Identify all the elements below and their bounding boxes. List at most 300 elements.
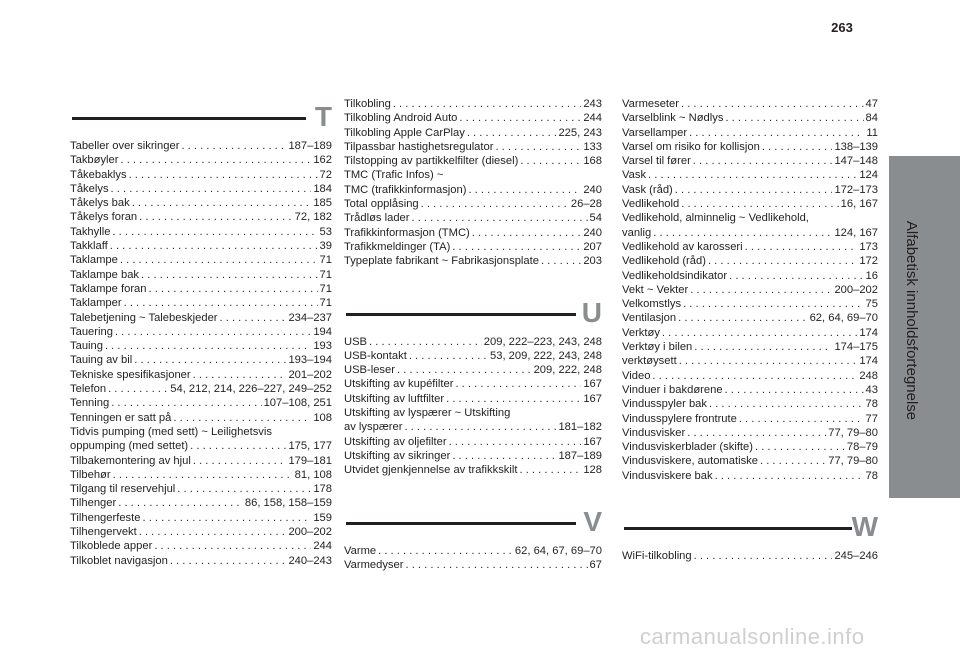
section-header bbox=[344, 504, 602, 540]
section-letter: T bbox=[314, 101, 332, 132]
index-entry bbox=[622, 426, 878, 440]
dot-leader bbox=[113, 468, 293, 482]
dot-leader bbox=[108, 382, 168, 396]
index-entry bbox=[70, 525, 332, 539]
section-letter: W bbox=[851, 511, 878, 543]
index-entry bbox=[70, 382, 332, 396]
index-entry-pages: 243 bbox=[583, 98, 602, 110]
index-entry bbox=[622, 412, 878, 426]
index-entry-term: vanlig bbox=[622, 226, 652, 239]
dot-leader bbox=[495, 140, 581, 154]
index-entry-pages: 207 bbox=[583, 240, 602, 253]
index-entry bbox=[344, 435, 602, 449]
dot-leader bbox=[681, 97, 864, 111]
dot-leader bbox=[404, 420, 556, 434]
index-entry-term: Tenningen er satt på bbox=[70, 411, 172, 424]
index-entry bbox=[344, 392, 602, 406]
dot-leader bbox=[132, 196, 312, 210]
index-entry bbox=[70, 311, 332, 325]
section-divider bbox=[624, 527, 852, 530]
dot-leader bbox=[190, 439, 286, 453]
index-entry-term: Tilkobling Android Auto bbox=[344, 112, 458, 125]
index-entry-term: Vindusspyler bak bbox=[622, 398, 707, 411]
index-entry-term: Trafikkinformasjon (TMC) bbox=[344, 226, 470, 239]
index-entry-term: Taklampe bbox=[70, 254, 118, 267]
index-entry-pages: 234–237 bbox=[288, 311, 332, 324]
index-entry-term: Tilstopping av partikkelfilter (diesel) bbox=[344, 155, 519, 168]
index-entry-term: av lyspærer bbox=[344, 421, 403, 434]
dot-leader bbox=[452, 449, 556, 463]
index-entry-pages: 54, 212, 214, 226–227, 249–252 bbox=[170, 383, 332, 396]
index-entry bbox=[622, 168, 878, 182]
dot-leader bbox=[694, 549, 833, 563]
index-entry bbox=[622, 283, 878, 297]
dot-leader bbox=[519, 463, 581, 477]
index-entry bbox=[70, 139, 332, 153]
index-entry bbox=[344, 449, 602, 463]
dot-leader bbox=[121, 153, 312, 167]
index-entry-term: Tilkoblet navigasjon bbox=[70, 554, 168, 567]
index-entry bbox=[70, 411, 332, 425]
index-entry bbox=[622, 454, 878, 468]
index-entry-term: Vindusviskerblader (skifte) bbox=[622, 441, 753, 454]
index-entry-pages: 209, 222–223, 243, 248 bbox=[483, 335, 602, 348]
index-entry bbox=[70, 539, 332, 553]
index-entry bbox=[622, 183, 878, 197]
index-entry bbox=[622, 297, 878, 311]
index-entry-pages: 185 bbox=[313, 197, 332, 210]
index-entry bbox=[622, 469, 878, 483]
index-entry-term: Vinduer i bakdørene bbox=[622, 383, 723, 396]
index-entry-pages: 174 bbox=[859, 326, 878, 339]
index-entry-pages: 240 bbox=[583, 226, 602, 239]
dot-leader bbox=[467, 126, 557, 140]
index-entry-term: Utskifting av sikringer bbox=[344, 449, 451, 462]
dot-leader bbox=[679, 354, 858, 368]
index-entry bbox=[70, 168, 332, 182]
dot-leader bbox=[120, 253, 318, 267]
index-entry-pages: 244 bbox=[583, 112, 602, 125]
dot-leader bbox=[149, 282, 318, 296]
index-entry-pages: 71 bbox=[319, 254, 332, 267]
index-entry-term: verktøysett bbox=[622, 355, 677, 368]
index-entry bbox=[70, 368, 332, 382]
index-entry-pages: 107–108, 251 bbox=[263, 397, 332, 410]
index-entry-pages: 16, 167 bbox=[840, 198, 878, 211]
dot-leader bbox=[412, 211, 588, 225]
index-entry-term: Tekniske spesifikasjoner bbox=[70, 368, 191, 381]
index-entry-term: Tauing av bil bbox=[70, 354, 133, 367]
index-entry-term: Varmeseter bbox=[622, 98, 679, 110]
dot-leader bbox=[111, 182, 312, 196]
index-entry bbox=[70, 253, 332, 267]
dot-leader bbox=[446, 392, 581, 406]
dot-leader bbox=[541, 254, 581, 268]
index-entry-pages: 47 bbox=[865, 98, 878, 110]
index-entry-term: Tåkebaklys bbox=[70, 168, 127, 181]
dot-leader bbox=[111, 396, 261, 410]
index-entry-pages: 78 bbox=[865, 398, 878, 411]
index-entry-term: Varsellamper bbox=[622, 126, 688, 139]
index-entry bbox=[622, 197, 878, 211]
index-entry-term: Talebetjening ~ Talebeskjeder bbox=[70, 311, 218, 324]
dot-leader bbox=[687, 426, 826, 440]
index-entry bbox=[344, 558, 602, 572]
index-entry-pages: 124, 167 bbox=[834, 226, 878, 239]
index-entry-pages: 11 bbox=[866, 126, 878, 139]
dot-leader bbox=[694, 340, 832, 354]
dot-leader bbox=[452, 240, 581, 254]
index-entry-term: Tauing bbox=[70, 340, 103, 353]
dot-leader bbox=[193, 368, 287, 382]
side-tab-label: Alfabetisk innholdsfortegnelse bbox=[903, 220, 921, 420]
index-entry-pages: 167 bbox=[583, 378, 602, 391]
index-entry-pages: 62, 64, 69–70 bbox=[809, 312, 878, 325]
dot-leader bbox=[678, 311, 807, 325]
dot-leader bbox=[745, 240, 858, 254]
index-entry bbox=[70, 468, 332, 482]
index-entry-term: Varselblink ~ Nødlys bbox=[622, 112, 724, 125]
index-entry-pages: 53 bbox=[319, 225, 332, 238]
index-entry-term: WiFi-tilkobling bbox=[622, 550, 692, 563]
index-entry-term: Tilkobling Apple CarPlay bbox=[344, 126, 465, 139]
index-entry-pages: 240 bbox=[583, 183, 602, 196]
index-entry-term: Tåkelys bak bbox=[70, 197, 130, 210]
index-entry-pages: 248 bbox=[859, 369, 878, 382]
index-entry bbox=[344, 240, 602, 254]
index-entry bbox=[622, 269, 878, 283]
dot-leader bbox=[681, 197, 838, 211]
index-entry bbox=[622, 154, 878, 168]
index-entry-pages: 72, 182 bbox=[294, 211, 332, 224]
index-entry-term: Tilbakemontering av hjul bbox=[70, 454, 191, 467]
index-entry bbox=[70, 496, 332, 510]
section-header bbox=[344, 295, 602, 331]
index-entry-pages: 78 bbox=[865, 469, 878, 482]
index-entry bbox=[344, 97, 602, 111]
index-entry-pages: 172 bbox=[859, 255, 878, 268]
index-entry-pages: 39 bbox=[319, 240, 332, 253]
index-entry-term: Taklampe foran bbox=[70, 282, 147, 295]
index-entry-pages: 124 bbox=[859, 169, 878, 182]
index-entry bbox=[70, 225, 332, 239]
index-entry-term: Verktøy i bilen bbox=[622, 341, 693, 354]
index-entry bbox=[70, 282, 332, 296]
index-entry-term: Tilhenger bbox=[70, 497, 117, 510]
index-entry-pages: 162 bbox=[313, 154, 332, 167]
index-entry-pages: 172–173 bbox=[834, 183, 878, 196]
dot-leader bbox=[154, 539, 311, 553]
index-entry bbox=[622, 254, 878, 268]
index-entry-pages: 84 bbox=[865, 112, 878, 125]
index-entry-pages: 193–194 bbox=[288, 354, 332, 367]
index-entry-term: Vedlikehold av karosseri bbox=[622, 240, 743, 253]
index-entry-pages: 147–148 bbox=[834, 155, 878, 168]
index-entry-pages: 78–79 bbox=[846, 441, 878, 454]
index-entry-pages: 16 bbox=[865, 269, 878, 282]
index-entry-term: Vindusviskere bak bbox=[622, 469, 713, 482]
index-entry-term: USB-leser bbox=[344, 364, 395, 377]
index-entry-term: oppumping (med settet) bbox=[70, 440, 189, 453]
index-entry-pages: 194 bbox=[313, 325, 332, 338]
dot-leader bbox=[134, 353, 286, 367]
index-entry-term: Utvidet gjenkjennelse av trafikkskilt bbox=[344, 464, 518, 477]
index-entry-term: Tenning bbox=[70, 397, 110, 410]
dot-leader bbox=[105, 339, 311, 353]
dot-leader bbox=[405, 558, 587, 572]
index-entry-pages: 53, 209, 222, 243, 248 bbox=[490, 349, 602, 362]
dot-leader bbox=[449, 435, 582, 449]
index-entry-pages: 26–28 bbox=[570, 198, 602, 211]
index-entry bbox=[622, 311, 878, 325]
index-entry-term: Verktøy bbox=[622, 326, 660, 339]
index-entry bbox=[622, 326, 878, 340]
dot-leader bbox=[193, 454, 287, 468]
index-entry-term: Tabeller over sikringer bbox=[70, 140, 180, 152]
index-entry-term: Tåkelys foran bbox=[70, 211, 138, 224]
dot-leader bbox=[520, 154, 581, 168]
dot-leader bbox=[725, 383, 864, 397]
dot-leader bbox=[762, 140, 833, 154]
index-entry bbox=[622, 369, 878, 383]
index-entry bbox=[622, 340, 878, 354]
dot-leader bbox=[683, 297, 863, 311]
index-entry-term: Vindusviskere, automatiske bbox=[622, 455, 758, 468]
dot-leader bbox=[124, 296, 318, 310]
index-entry-pages: 72 bbox=[319, 168, 332, 181]
index-entry-pages: 167 bbox=[583, 435, 602, 448]
index-entry bbox=[344, 363, 602, 377]
index-entry-pages: 167 bbox=[583, 392, 602, 405]
watermark: carmanualsonline.info bbox=[640, 624, 865, 649]
index-entry-pages: 200–202 bbox=[834, 283, 878, 296]
dot-leader bbox=[468, 183, 581, 197]
index-entry bbox=[70, 296, 332, 310]
index-entry-pages: 128 bbox=[583, 464, 602, 477]
index-entry-term: Tauering bbox=[70, 325, 113, 338]
index-entry bbox=[70, 353, 332, 367]
dot-leader bbox=[729, 269, 863, 283]
index-entry bbox=[344, 183, 602, 197]
index-entry bbox=[622, 126, 878, 140]
index-entry-pages: 203 bbox=[583, 255, 602, 268]
index-entry-term: Vask (råd) bbox=[622, 183, 673, 196]
section-header bbox=[622, 509, 878, 545]
index-entry-pages: 43 bbox=[865, 383, 878, 396]
dot-leader bbox=[653, 226, 832, 240]
index-entry-term: Tilhengerfeste bbox=[70, 511, 141, 524]
index-entry-pages: 77, 79–80 bbox=[828, 455, 878, 468]
index-entry-term: Utskifting av oljefilter bbox=[344, 435, 447, 448]
index-entry bbox=[70, 554, 332, 568]
index-entry-pages: 187–189 bbox=[558, 449, 602, 462]
dot-leader bbox=[170, 554, 287, 568]
index-entry-term: Takhylle bbox=[70, 225, 111, 238]
dot-leader bbox=[378, 544, 513, 558]
index-entry-term: Vindusvisker bbox=[622, 426, 686, 439]
index-entry bbox=[344, 226, 602, 240]
index-entry-term: Taklampe bak bbox=[70, 268, 140, 281]
index-entry-term: USB bbox=[344, 335, 368, 348]
index-entry bbox=[70, 454, 332, 468]
index-entry-pages: 54 bbox=[589, 212, 602, 225]
dot-leader bbox=[690, 283, 832, 297]
index-entry-term: Typeplate fabrikant ~ Fabrikasjonsplate bbox=[344, 255, 539, 268]
dot-leader bbox=[652, 369, 857, 383]
dot-leader bbox=[397, 363, 532, 377]
index-entry-term: Vindusspylere frontrute bbox=[622, 412, 737, 425]
index-entry-pages: 71 bbox=[319, 282, 332, 295]
index-entry bbox=[344, 197, 602, 211]
index-entry bbox=[70, 268, 332, 282]
dot-leader bbox=[675, 183, 833, 197]
dot-leader bbox=[421, 197, 569, 211]
index-entry-term: Utskifting av lyspærer ~ Utskifting bbox=[344, 407, 511, 420]
index-entry-pages: 108 bbox=[313, 411, 332, 424]
dot-leader bbox=[393, 97, 581, 111]
index-entry bbox=[344, 463, 602, 477]
index-entry-pages: 77 bbox=[865, 412, 878, 425]
index-entry-term: Vekt ~ Vekter bbox=[622, 283, 689, 296]
dot-leader bbox=[755, 440, 845, 454]
index-entry-pages: 175, 177 bbox=[288, 440, 332, 453]
index-entry bbox=[622, 383, 878, 397]
index-entry bbox=[622, 549, 878, 563]
index-entry-term: Tåkelys bbox=[70, 182, 109, 195]
dot-leader bbox=[118, 496, 243, 510]
index-entry-term: Vedlikehold (råd) bbox=[622, 255, 706, 268]
index-entry bbox=[70, 339, 332, 353]
index-entry bbox=[70, 396, 332, 410]
index-entry-term: Vedlikeholdsindikator bbox=[622, 269, 728, 282]
index-entry bbox=[70, 210, 332, 224]
dot-leader bbox=[139, 525, 287, 539]
index-entry bbox=[622, 397, 878, 411]
index-entry-term: Tilgang til reservehjul bbox=[70, 483, 176, 496]
dot-leader bbox=[177, 482, 311, 496]
index-entry-pages: 193 bbox=[313, 340, 332, 353]
dot-leader bbox=[110, 239, 318, 253]
index-entry-term: Tilpassbar hastighetsregulator bbox=[344, 140, 494, 153]
index-entry-term: Vask bbox=[622, 169, 647, 182]
section-divider bbox=[346, 313, 576, 316]
index-entry-term: TMC (Trafic Infos) ~ bbox=[344, 169, 444, 182]
index-entry-pages: 187–189 bbox=[288, 140, 332, 152]
index-entry-pages: 138–139 bbox=[834, 140, 878, 153]
index-entry-pages: 174 bbox=[859, 355, 878, 368]
index-column-1 bbox=[70, 93, 332, 568]
index-entry bbox=[70, 439, 332, 453]
index-entry bbox=[70, 153, 332, 167]
index-entry-pages: 71 bbox=[319, 297, 332, 310]
dot-leader bbox=[459, 111, 581, 125]
index-entry bbox=[344, 420, 602, 434]
dot-leader bbox=[689, 126, 864, 140]
page-number: 263 bbox=[831, 20, 853, 35]
index-entry-pages: 62, 64, 67, 69–70 bbox=[514, 544, 602, 557]
index-entry bbox=[344, 154, 602, 168]
index-entry-term: Tilhengervekt bbox=[70, 526, 137, 539]
dot-leader bbox=[455, 377, 581, 391]
index-entry-pages: 184 bbox=[313, 182, 332, 195]
section-letter: V bbox=[583, 505, 602, 537]
index-entry-term: Trådløs lader bbox=[344, 212, 410, 225]
index-entry bbox=[622, 97, 878, 111]
index-entry bbox=[622, 440, 878, 454]
dot-leader bbox=[760, 454, 826, 468]
index-entry-term: Utskifting av luftfilter bbox=[344, 392, 445, 405]
index-entry-term: Tilkoblede apper bbox=[70, 540, 153, 553]
dot-leader bbox=[709, 397, 864, 411]
dot-leader bbox=[220, 311, 287, 325]
dot-leader bbox=[129, 168, 318, 182]
index-entry-pages: 159 bbox=[313, 511, 332, 524]
index-entry-term: Video bbox=[622, 369, 651, 382]
dot-leader bbox=[715, 469, 864, 483]
dot-leader bbox=[112, 225, 317, 239]
index-entry-term: Takklaff bbox=[70, 240, 108, 253]
dot-leader bbox=[708, 254, 857, 268]
index-entry-pages: 225, 243 bbox=[558, 126, 602, 139]
index-entry-pages: 133 bbox=[583, 140, 602, 153]
index-entry-term: Velkomstlys bbox=[622, 298, 682, 311]
index-entry-term: Varsel om risiko for kollisjon bbox=[622, 140, 760, 153]
side-tab-label-wrap bbox=[900, 220, 924, 420]
index-entry-term: TMC (trafikkinformasjon) bbox=[344, 183, 467, 196]
index-entry-pages: 178 bbox=[313, 483, 332, 496]
index-entry bbox=[70, 196, 332, 210]
index-entry-term: Tilbehør bbox=[70, 468, 111, 481]
index-entry-term: Total opplåsing bbox=[344, 198, 419, 211]
index-entry-term: Varsel til fører bbox=[622, 155, 691, 168]
section-letter: U bbox=[581, 296, 602, 328]
index-entry-term: Trafikkmeldinger (TA) bbox=[344, 240, 451, 253]
index-entry bbox=[622, 111, 878, 125]
index-entry-pages: 201–202 bbox=[288, 368, 332, 381]
dot-leader bbox=[115, 325, 311, 339]
dot-leader bbox=[648, 168, 857, 182]
dot-leader bbox=[369, 335, 482, 349]
index-entry bbox=[70, 325, 332, 339]
section-header bbox=[70, 99, 332, 135]
index-entry bbox=[344, 111, 602, 125]
index-entry-term: USB-kontakt bbox=[344, 349, 407, 362]
index-entry-pages: 174–175 bbox=[834, 341, 878, 354]
index-entry bbox=[622, 354, 878, 368]
dot-leader bbox=[725, 111, 863, 125]
index-entry-pages: 71 bbox=[319, 268, 332, 281]
dot-leader bbox=[142, 511, 311, 525]
index-entry-pages: 181–182 bbox=[558, 421, 602, 434]
index-entry-pages: 77, 79–80 bbox=[828, 426, 878, 439]
index-entry bbox=[344, 335, 602, 349]
index-entry bbox=[70, 482, 332, 496]
dot-leader bbox=[739, 412, 864, 426]
index-entry-term: Tidvis pumping (med sett) ~ Leilighetsvis bbox=[70, 425, 272, 438]
index-entry bbox=[70, 182, 332, 196]
index-entry bbox=[622, 240, 878, 254]
index-entry-pages: 245–246 bbox=[834, 550, 878, 563]
index-column-3 bbox=[622, 97, 878, 563]
index-entry-pages: 173 bbox=[859, 240, 878, 253]
index-entry-pages: 209, 222, 248 bbox=[533, 364, 602, 377]
index-entry bbox=[622, 226, 878, 240]
index-entry bbox=[622, 140, 878, 154]
dot-leader bbox=[173, 411, 311, 425]
index-entry bbox=[344, 211, 602, 225]
index-entry-pages: 244 bbox=[313, 540, 332, 553]
index-entry bbox=[70, 511, 332, 525]
